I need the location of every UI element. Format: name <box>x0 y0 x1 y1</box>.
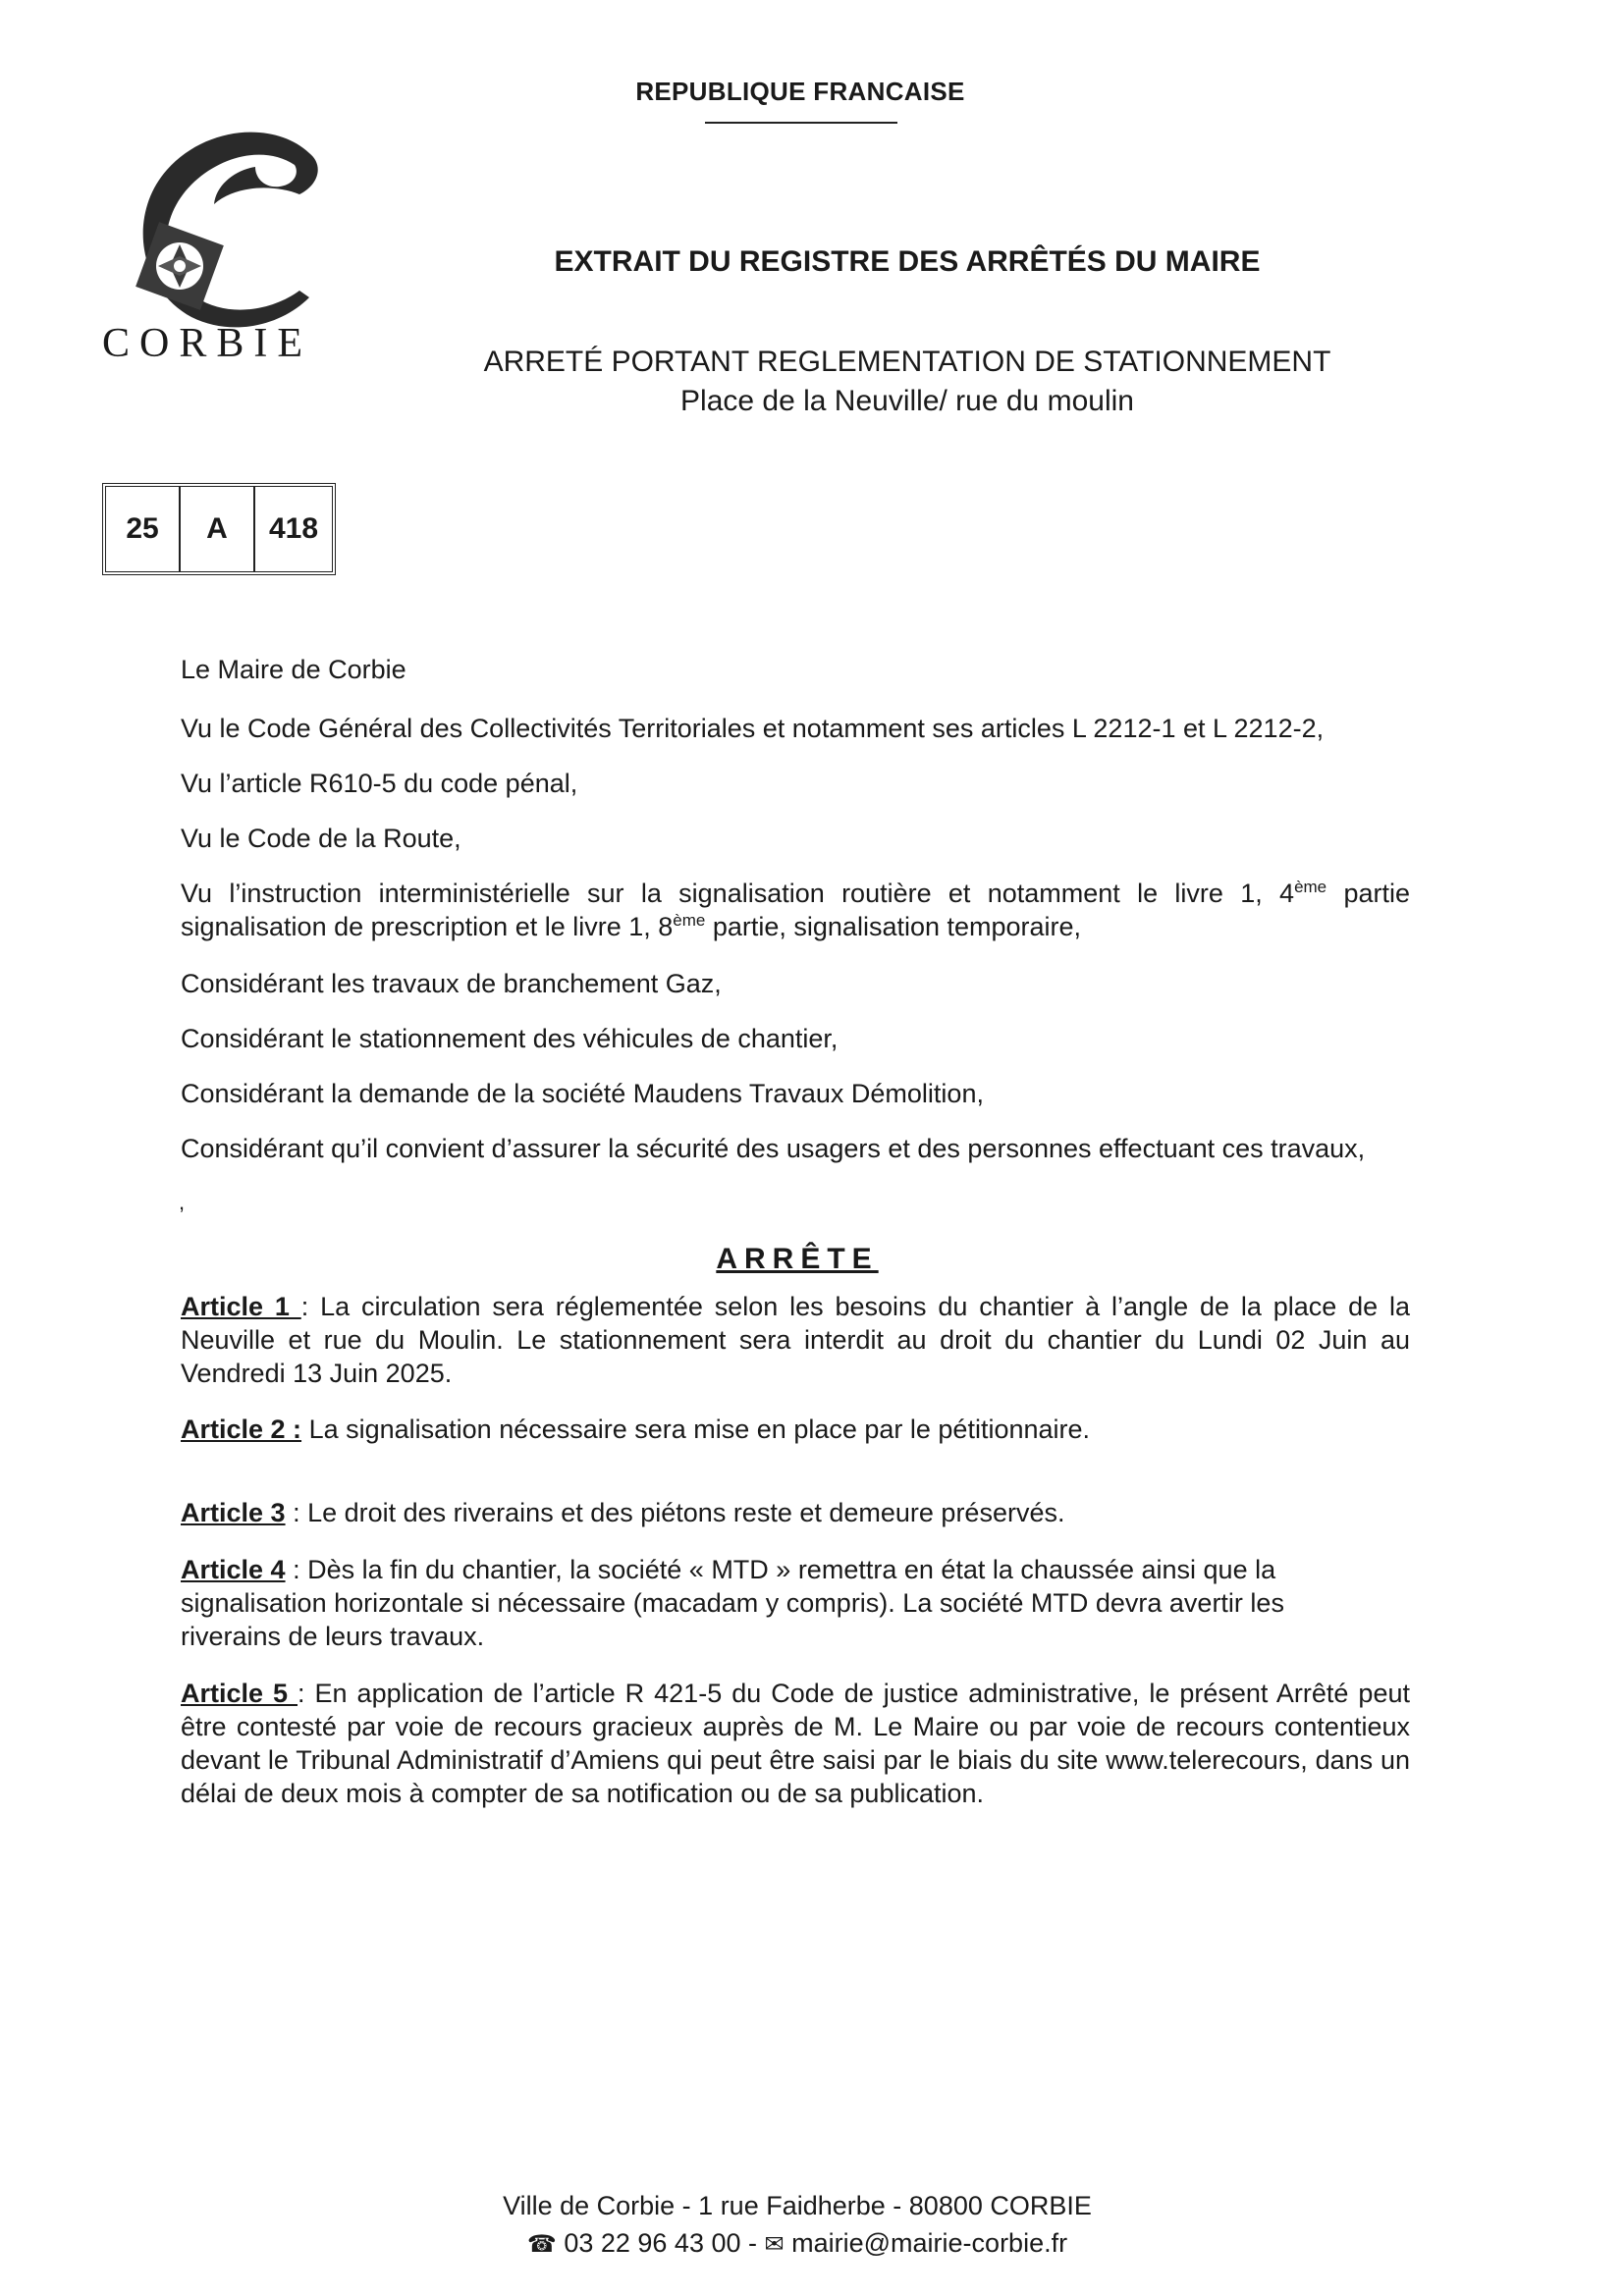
article-5-label: Article 5 <box>181 1679 298 1708</box>
preamble-considerant-travaux: Considérant les travaux de branchement Gaz, <box>181 969 722 998</box>
article-3: Article 3 : Le droit des riverains et des piétons reste et demeure préservés. <box>181 1498 1065 1527</box>
reference-type: A <box>181 487 255 571</box>
reference-box <box>102 483 336 575</box>
footer-contact: ☎ 03 22 96 43 00 - ✉ mairie@mairie-corbie.fr <box>526 2228 1068 2258</box>
arrete-heading: ARRÊTE <box>716 1243 879 1275</box>
email-icon: ✉ <box>764 2231 785 2258</box>
preamble-vu-cgct: Vu le Code Général des Collectivités Territoriales et notamment ses articles L 2212-1 et L 2212-2, <box>181 714 1325 743</box>
stray-mark: , <box>179 1190 186 1214</box>
corbie-logo-icon <box>98 116 334 351</box>
preamble-vu-code-route: Vu le Code de la Route, <box>181 824 461 853</box>
footer-email: mairie@mairie-corbie.fr <box>791 2228 1068 2258</box>
register-title: EXTRAIT DU REGISTRE DES ARRÊTÉS DU MAIRE <box>554 245 1261 278</box>
decree-location: Place de la Neuville/ rue du moulin <box>680 385 1134 417</box>
reference-year: 25 <box>106 487 181 571</box>
article-1-label: Article 1 <box>181 1292 301 1321</box>
article-2-label: Article 2 : <box>181 1415 302 1444</box>
preamble-considerant-securite: Considérant qu’il convient d’assurer la sécurité des usagers et des personnes effectuant ces travaux, <box>181 1134 1366 1163</box>
preamble-maire: Le Maire de Corbie <box>181 655 406 684</box>
republic-heading: REPUBLIQUE FRANCAISE <box>635 77 965 106</box>
footer-phone: 03 22 96 43 00 <box>564 2228 741 2258</box>
preamble-considerant-stationnement: Considérant le stationnement des véhicules de chantier, <box>181 1024 839 1053</box>
article-5: Article 5 : En application de l’article R 421-5 du Code de justice administrative, le présent Arrêté peut être contesté par voie de recours gracieux auprès de M. Le Maire ou par voie de recours contentieux devant le Tribunal Administratif d’Amiens qui peut être saisi par le biais du site www.telerecours, dans un délai de deux mois à compter de sa notification ou de sa publication. <box>181 1679 1410 1808</box>
article-3-label: Article 3 <box>181 1498 286 1527</box>
article-4: Article 4 : Dès la fin du chantier, la société « MTD » remettra en état la chaussée ainsi que la signalisation horizontale si nécessaire (macadam y compris). La société MTD devra avertir les riverains de leurs travaux. <box>181 1555 1284 1651</box>
article-1: Article 1 : La circulation sera réglementée selon les besoins du chantier à l’angle de la place de la Neuville et rue du Moulin. Le stationnement sera interdit au droit du chantier du Lundi 02 Juin au Vendredi 13 Juin 2025. <box>181 1292 1410 1388</box>
decree-title: ARRETÉ PORTANT REGLEMENTATION DE STATIONNEMENT <box>483 346 1331 378</box>
footer-address: Ville de Corbie - 1 rue Faidherbe - 80800 CORBIE <box>503 2191 1092 2220</box>
reference-number: 418 <box>268 512 319 545</box>
preamble-vu-code-penal: Vu l’article R610-5 du code pénal, <box>181 769 578 798</box>
heading-underline <box>705 122 897 124</box>
preamble-considerant-demande: Considérant la demande de la société Maudens Travaux Démolition, <box>181 1079 984 1108</box>
phone-icon: ☎ <box>526 2231 557 2258</box>
article-4-label: Article 4 <box>181 1555 286 1584</box>
article-2: Article 2 : La signalisation nécessaire sera mise en place par le pétitionnaire. <box>181 1415 1091 1444</box>
preamble-vu-instruction: Vu l’instruction interministérielle sur la signalisation routière et notamment le livre 1, 4ème partie signalisation de prescription et le livre 1, 8ème partie, signalisation temporaire, <box>181 878 1410 941</box>
logo-wordmark: CORBIE <box>102 321 313 366</box>
